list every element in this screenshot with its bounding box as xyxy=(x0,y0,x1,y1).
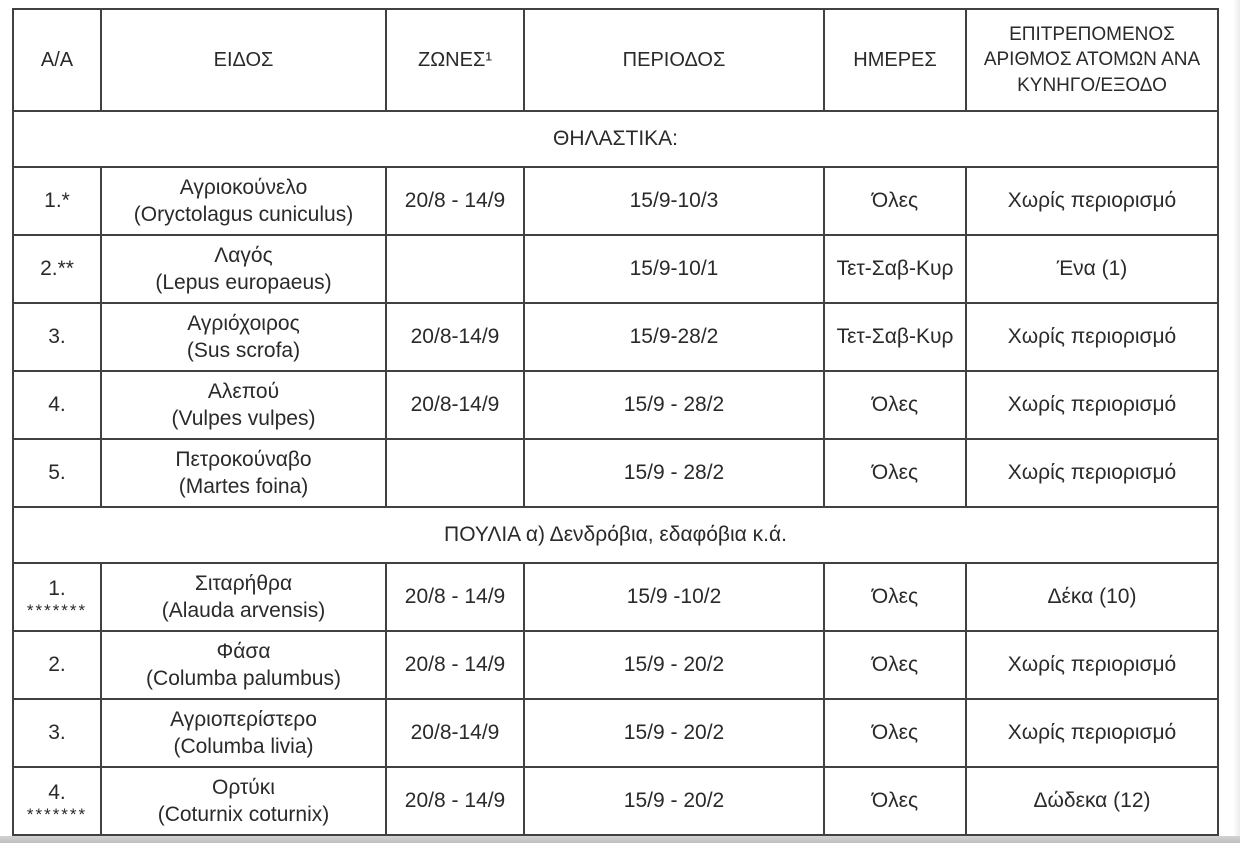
cell-zones: 20/8 - 14/9 xyxy=(386,563,524,631)
row-number-note: ******* xyxy=(26,805,88,825)
cell-days: Όλες xyxy=(824,767,966,835)
cell-days: Τετ-Σαβ-Κυρ xyxy=(824,235,966,303)
scan-shadow-right xyxy=(1233,0,1240,843)
cell-zones: 20/8-14/9 xyxy=(386,303,524,371)
col-header-limit: ΕΠΙΤΡΕΠΟΜΕΝΟΣ ΑΡΙΘΜΟΣ ΑΤΟΜΩΝ ΑΝΑ ΚΥΝΗΓΟ/ΕΞΟΔΟ xyxy=(966,9,1218,111)
cell-species xyxy=(101,439,386,507)
section-title-mammals: ΘΗΛΑΣΤΙΚΑ: xyxy=(13,111,1218,167)
species-latin: (Oryctolagus cuniculus) xyxy=(133,203,354,226)
species-latin: (Lepus europaeus) xyxy=(155,271,332,294)
section-row-mammals xyxy=(13,111,1218,167)
row-number: 3. xyxy=(48,325,66,349)
species-greek: Αγριοπερίστερο xyxy=(170,707,317,731)
table-row-mammal-1 xyxy=(13,167,1218,235)
cell-period: 15/9-10/1 xyxy=(524,235,824,303)
cell-zones: 20/8-14/9 xyxy=(386,699,524,767)
species-latin: (Martes foina) xyxy=(178,475,309,498)
species-greek: Αγριοκούνελο xyxy=(179,175,308,199)
species-latin: (Coturnix coturnix) xyxy=(157,803,330,826)
row-number: 2. xyxy=(48,653,66,677)
species-latin: (Vulpes vulpes) xyxy=(171,407,316,430)
species-greek: Αλεπού xyxy=(207,379,280,403)
cell-species xyxy=(101,767,386,835)
row-number-note: ******* xyxy=(26,601,88,621)
cell-period: 15/9 - 20/2 xyxy=(524,631,824,699)
row-number: 2.** xyxy=(40,257,74,281)
species-greek: Ορτύκι xyxy=(212,775,275,799)
cell-days: Όλες xyxy=(824,167,966,235)
cell-number xyxy=(13,631,101,699)
row-number: 5. xyxy=(48,461,66,485)
cell-days: Όλες xyxy=(824,371,966,439)
table-row-bird-2 xyxy=(13,631,1218,699)
col-header-species: ΕΙΔΟΣ xyxy=(101,9,386,111)
cell-species xyxy=(101,235,386,303)
cell-limit: Ένα (1) xyxy=(966,235,1218,303)
cell-species xyxy=(101,303,386,371)
cell-limit: Χωρίς περιορισμό xyxy=(966,439,1218,507)
cell-limit: Χωρίς περιορισμό xyxy=(966,699,1218,767)
cell-period: 15/9-28/2 xyxy=(524,303,824,371)
table-row-mammal-5 xyxy=(13,439,1218,507)
species-latin: (Columba palumbus) xyxy=(146,667,341,690)
table-row-mammal-2 xyxy=(13,235,1218,303)
cell-days: Όλες xyxy=(824,563,966,631)
cell-number xyxy=(13,303,101,371)
row-number: 3. xyxy=(48,721,66,745)
table-header-row xyxy=(13,9,1218,111)
section-row-birds xyxy=(13,507,1218,563)
cell-period: 15/9 - 28/2 xyxy=(524,439,824,507)
species-latin: (Alauda arvensis) xyxy=(161,599,326,622)
cell-zones: 20/8 - 14/9 xyxy=(386,631,524,699)
col-header-zones: ΖΩΝΕΣ¹ xyxy=(386,9,524,111)
row-number: 1.* xyxy=(44,189,70,213)
cell-number xyxy=(13,699,101,767)
row-number: 4. xyxy=(48,780,66,804)
cell-period: 15/9 - 28/2 xyxy=(524,371,824,439)
cell-number xyxy=(13,439,101,507)
cell-period: 15/9-10/3 xyxy=(524,167,824,235)
cell-period: 15/9 -10/2 xyxy=(524,563,824,631)
cell-number xyxy=(13,371,101,439)
cell-zones: 20/8-14/9 xyxy=(386,371,524,439)
table-row-mammal-4 xyxy=(13,371,1218,439)
row-number: 4. xyxy=(48,393,66,417)
section-title-birds: ΠΟΥΛΙΑ α) Δενδρόβια, εδαφόβια κ.ά. xyxy=(13,507,1218,563)
species-greek: Αγριόχοιρος xyxy=(187,311,300,335)
cell-days: Τετ-Σαβ-Κυρ xyxy=(824,303,966,371)
species-greek: Λαγός xyxy=(214,243,273,267)
cell-zones: 20/8 - 14/9 xyxy=(386,767,524,835)
cell-limit: Δώδεκα (12) xyxy=(966,767,1218,835)
species-greek: Σιταρήθρα xyxy=(194,571,293,595)
table-row-bird-1 xyxy=(13,563,1218,631)
col-header-period: ΠΕΡΙΟΔΟΣ xyxy=(524,9,824,111)
cell-species xyxy=(101,167,386,235)
species-greek: Φάσα xyxy=(216,639,271,663)
species-latin: (Columba livia) xyxy=(173,735,314,758)
species-greek: Πετροκούναβο xyxy=(175,447,312,471)
cell-period: 15/9 - 20/2 xyxy=(524,767,824,835)
cell-limit: Δέκα (10) xyxy=(966,563,1218,631)
cell-number xyxy=(13,563,101,631)
cell-species xyxy=(101,631,386,699)
scan-shadow-bottom xyxy=(0,836,1240,843)
cell-species xyxy=(101,699,386,767)
table-row-mammal-3 xyxy=(13,303,1218,371)
cell-days: Όλες xyxy=(824,439,966,507)
cell-limit: Χωρίς περιορισμό xyxy=(966,167,1218,235)
cell-number xyxy=(13,167,101,235)
col-header-num: Α/Α xyxy=(13,9,101,111)
cell-number xyxy=(13,767,101,835)
table-row-bird-3 xyxy=(13,699,1218,767)
cell-limit: Χωρίς περιορισμό xyxy=(966,371,1218,439)
cell-limit: Χωρίς περιορισμό xyxy=(966,303,1218,371)
species-latin: (Sus scrofa) xyxy=(186,339,301,362)
cell-zones xyxy=(386,439,524,507)
cell-species xyxy=(101,371,386,439)
cell-days: Όλες xyxy=(824,699,966,767)
cell-number xyxy=(13,235,101,303)
cell-zones: 20/8 - 14/9 xyxy=(386,167,524,235)
cell-limit: Χωρίς περιορισμό xyxy=(966,631,1218,699)
cell-species xyxy=(101,563,386,631)
hunting-seasons-table xyxy=(12,8,1219,836)
cell-days: Όλες xyxy=(824,631,966,699)
col-header-days: ΗΜΕΡΕΣ xyxy=(824,9,966,111)
table-row-bird-4 xyxy=(13,767,1218,835)
cell-period: 15/9 - 20/2 xyxy=(524,699,824,767)
cell-zones xyxy=(386,235,524,303)
row-number: 1. xyxy=(48,576,66,600)
